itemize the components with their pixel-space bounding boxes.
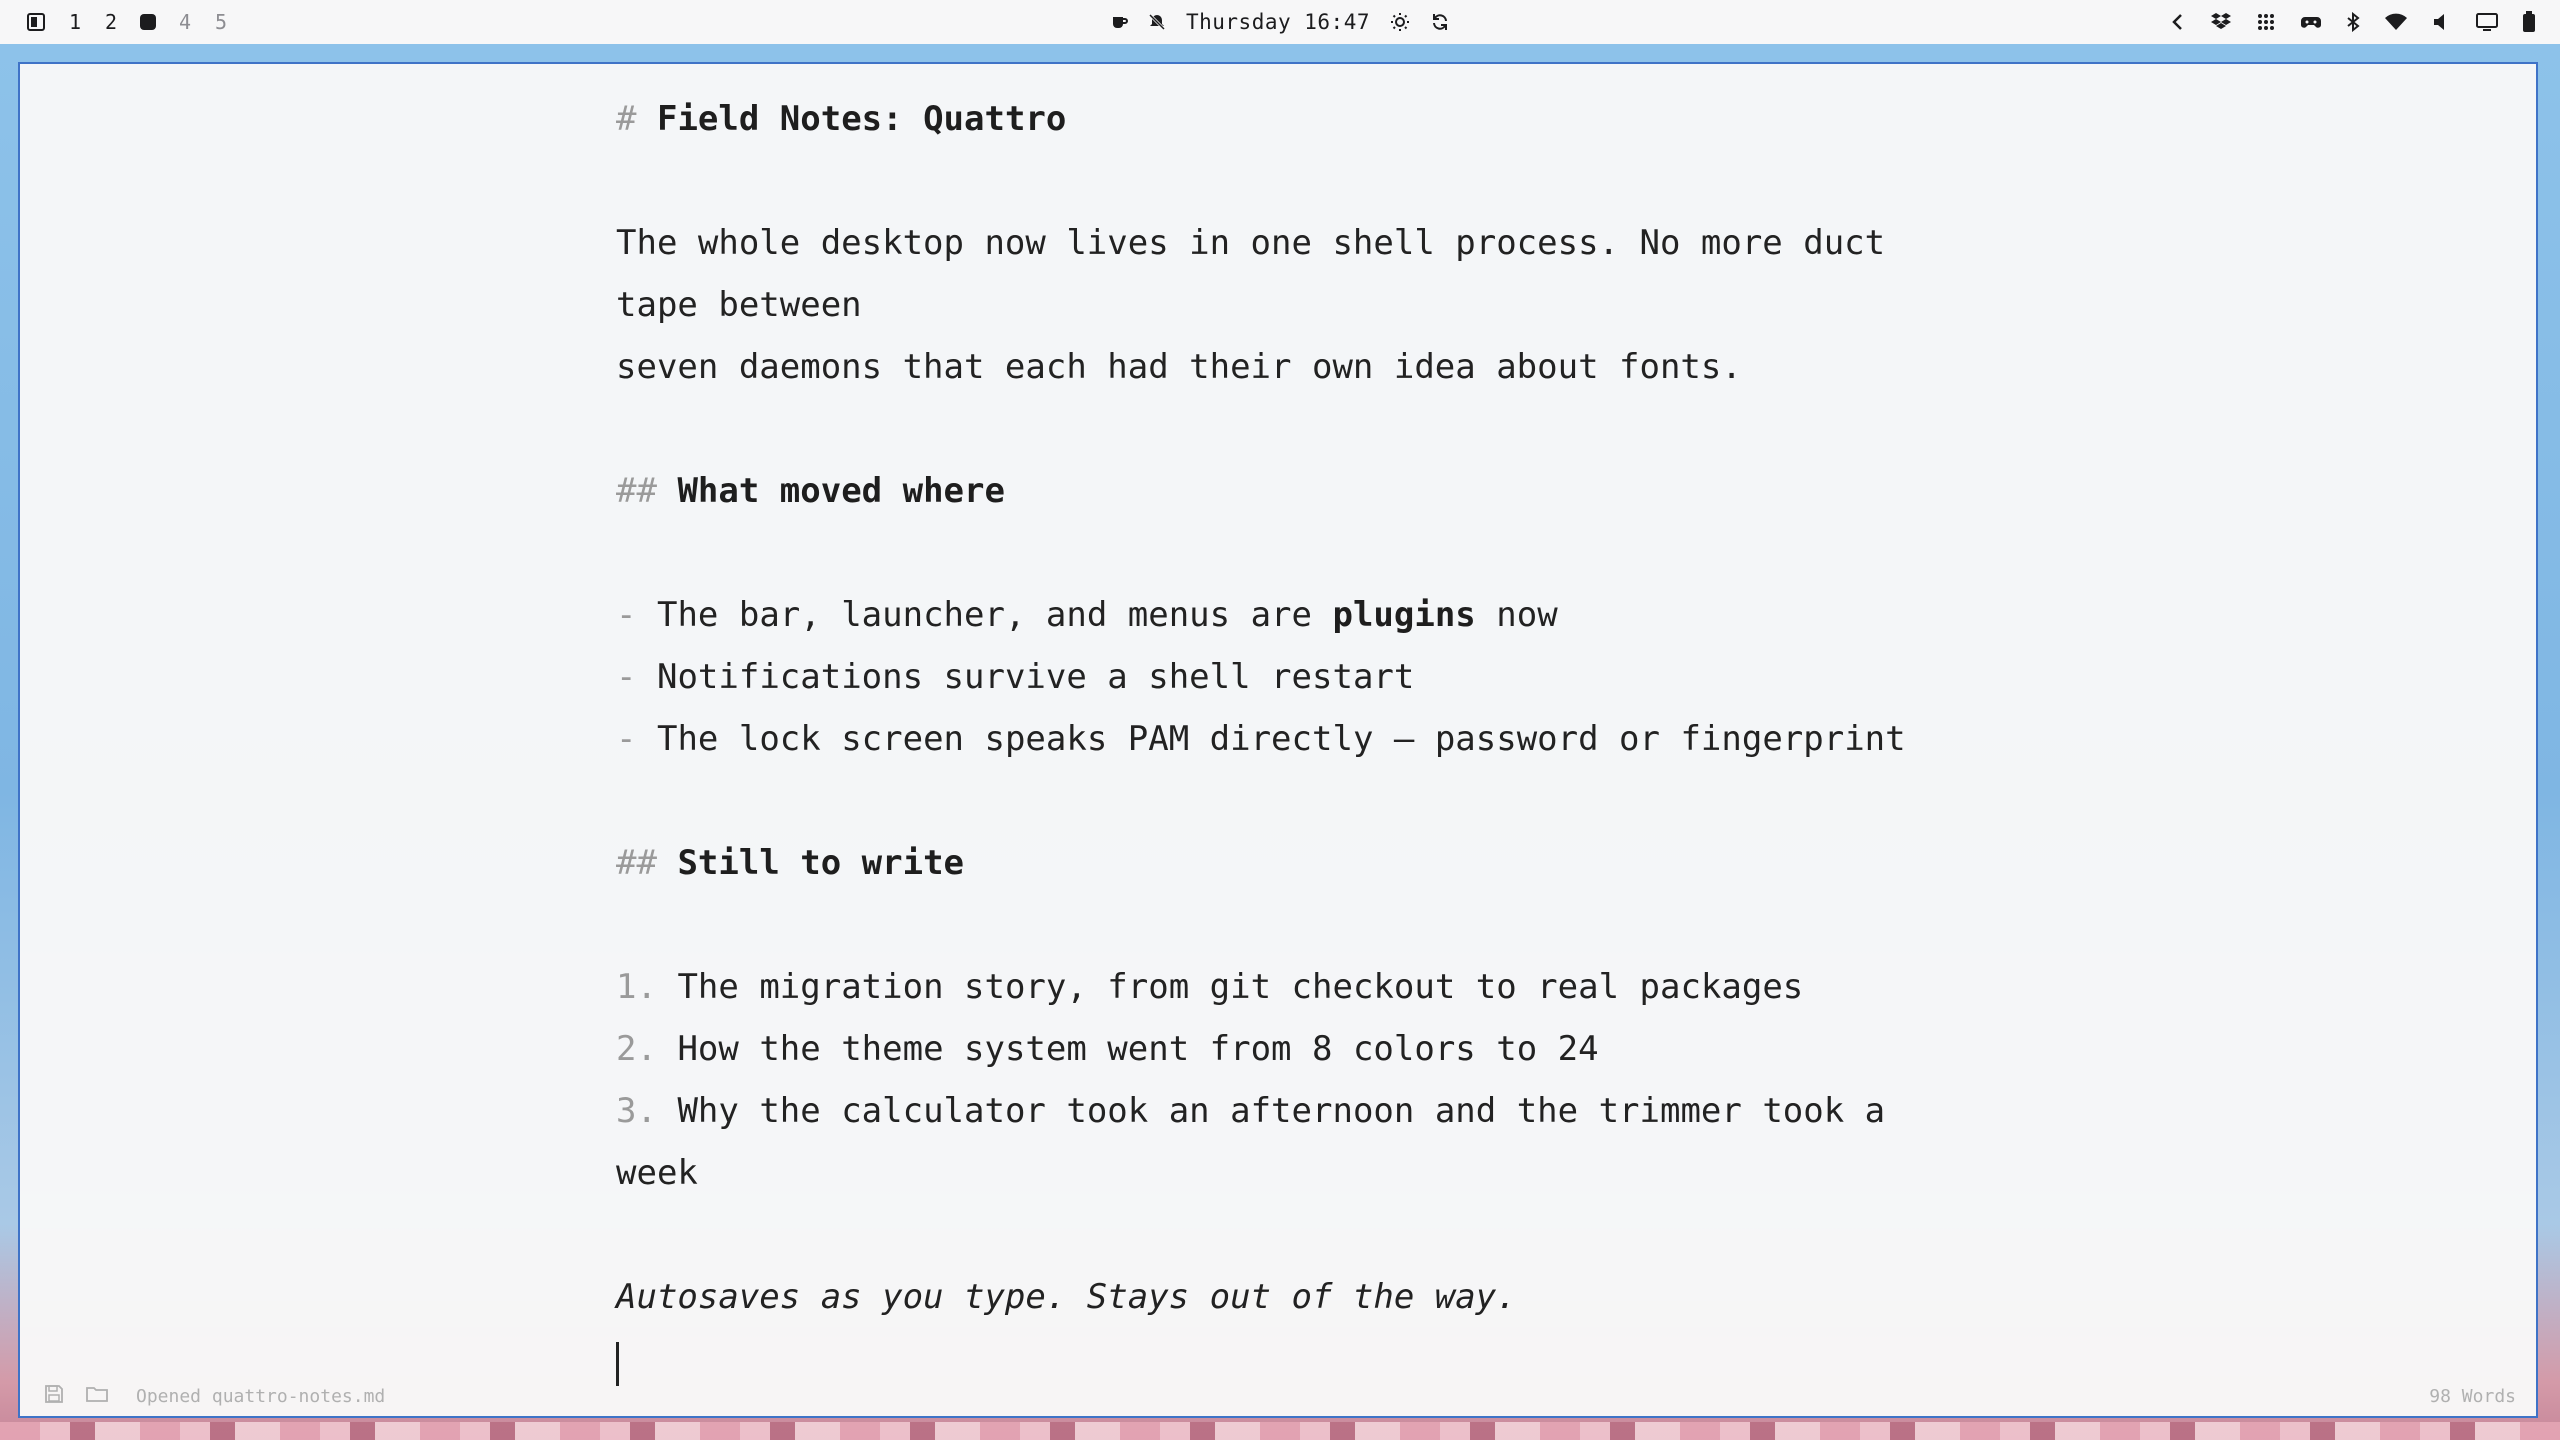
display-icon[interactable]: [2476, 12, 2498, 32]
bold-text: plugins: [1332, 595, 1476, 635]
folder-icon[interactable]: [86, 1384, 108, 1409]
bullet-item-3: [616, 708, 1936, 770]
dropbox-icon[interactable]: [2210, 12, 2232, 32]
chevron-left-icon[interactable]: [2170, 12, 2186, 32]
document-title: Field Notes: Quattro: [656, 99, 1067, 139]
section-title: What moved where: [677, 471, 1005, 511]
section-heading-2: [616, 832, 1936, 894]
sync-icon[interactable]: [1430, 12, 1450, 32]
number-mark: 3.: [616, 1091, 657, 1131]
gamepad-icon[interactable]: [2300, 12, 2322, 32]
numbered-item-3-wrap: week: [616, 1153, 698, 1193]
numbered-item-2: [616, 1018, 1936, 1080]
status-icons: [44, 1384, 108, 1409]
notifications-muted-icon[interactable]: [1148, 13, 1166, 31]
number-mark: 2.: [616, 1029, 657, 1069]
top-bar: [0, 0, 2560, 44]
bullet-item-1: [616, 584, 1936, 646]
italic-footer-text: Autosaves as you type. Stays out of the way.: [616, 1277, 1517, 1317]
item-text: How the theme system went from 8 colors to 24: [677, 1029, 1599, 1069]
bullet-mark: -: [616, 657, 637, 697]
section-title: Still to write: [677, 843, 965, 883]
workspace-1[interactable]: 1: [68, 10, 82, 34]
bullet-mark: -: [616, 719, 637, 759]
numbered-item-3: [616, 1080, 1936, 1142]
apps-grid-icon[interactable]: [2256, 12, 2276, 32]
bullet-text: Notifications survive a shell restart: [656, 657, 1415, 697]
workspace-5[interactable]: 5: [214, 10, 228, 34]
keep-awake-icon[interactable]: [1110, 13, 1128, 31]
intro-line-2: tape between: [616, 285, 862, 325]
bullet-text: now: [1475, 595, 1558, 635]
item-text: The migration story, from git checkout to real packages: [677, 967, 1804, 1007]
clock[interactable]: Thursday 16:47: [1185, 10, 1370, 34]
item-text: Why the calculator took an afternoon and the trimmer took a: [677, 1091, 1886, 1131]
heading-mark: #: [616, 99, 637, 139]
word-count: 98 Words: [2429, 1385, 2516, 1407]
bullet-item-2: [616, 646, 1936, 708]
wifi-icon[interactable]: [2384, 12, 2408, 32]
bullet-text: The lock screen speaks PAM directly — password or fingerprint: [656, 719, 1906, 759]
editor-window: [18, 62, 2538, 1418]
text-editor[interactable]: [616, 88, 1936, 1390]
section-heading-1: [616, 460, 1936, 522]
intro-line-1: The whole desktop now lives in one shell process. No more duct: [616, 223, 1886, 263]
bullet-mark: -: [616, 595, 637, 635]
battery-icon[interactable]: [2522, 11, 2536, 33]
bluetooth-icon[interactable]: [2346, 12, 2360, 32]
wallpaper-blossoms: [0, 1422, 2560, 1440]
number-mark: 1.: [616, 967, 657, 1007]
heading-mark: ##: [616, 843, 657, 883]
save-icon[interactable]: [44, 1384, 64, 1409]
volume-icon[interactable]: [2432, 12, 2452, 32]
system-tray: [2170, 0, 2536, 44]
status-message: Opened quattro-notes.md: [136, 1385, 386, 1407]
status-bar: [20, 1376, 2536, 1416]
brightness-icon[interactable]: [1390, 12, 1410, 32]
intro-line-3: seven daemons that each had their own idea about fonts.: [616, 347, 1742, 387]
heading-mark: ##: [616, 471, 657, 511]
workspace-2[interactable]: 2: [104, 10, 118, 34]
bullet-text: The bar, launcher, and menus are: [656, 595, 1333, 635]
numbered-item-1: [616, 956, 1936, 1018]
workspace-4[interactable]: 4: [178, 10, 192, 34]
title-line: [616, 88, 1936, 150]
